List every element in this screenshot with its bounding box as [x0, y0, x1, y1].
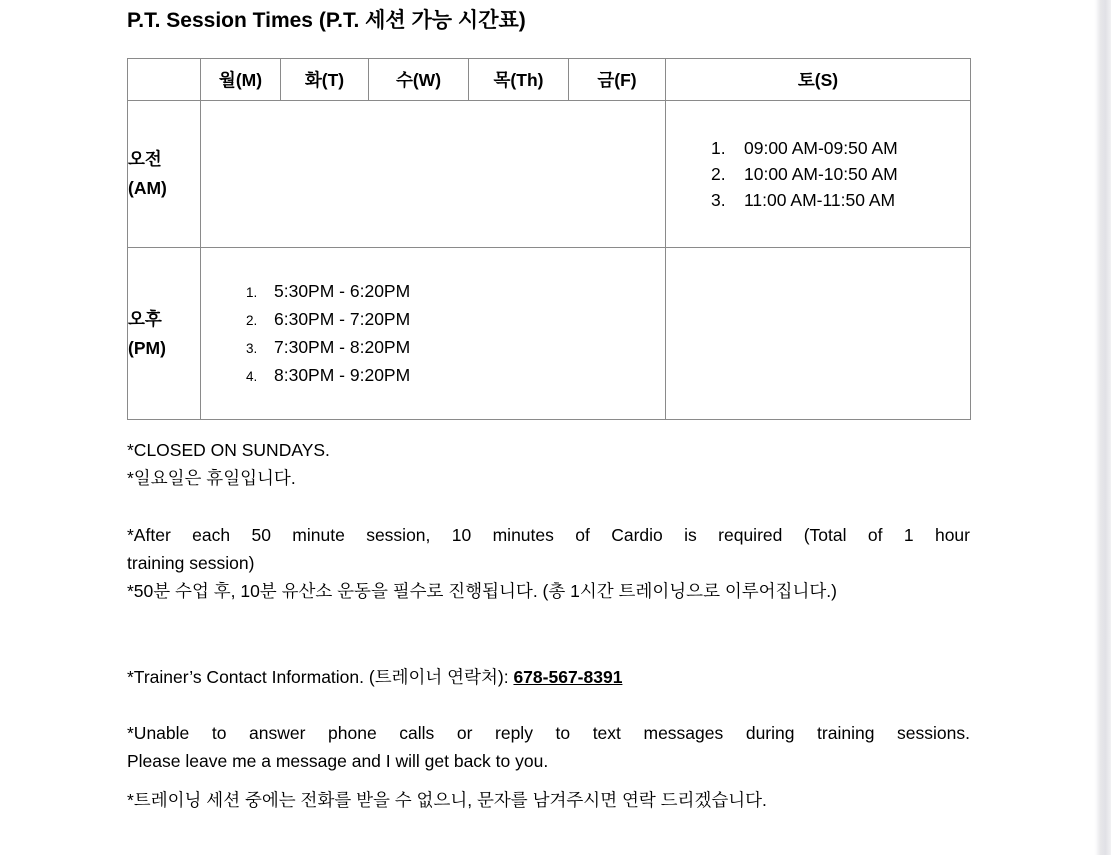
row-label-pm-en: (PM): [128, 337, 166, 358]
am-weekday-cell: [201, 101, 666, 248]
header-cell-tuesday: 화(T): [281, 59, 369, 101]
header-cell-monday: 월(M): [201, 59, 281, 101]
time-slot-number: 2.: [711, 164, 726, 184]
session-times-table: [127, 58, 971, 420]
time-slot: [711, 187, 970, 213]
row-label-am-en: (AM): [128, 178, 167, 198]
pm-weekday-cell: [201, 248, 666, 420]
time-slot-number: 1.: [711, 138, 726, 158]
note-cardio-ko: *50분 수업 후, 10분 유산소 운동을 필수로 진행됩니다. (총 1시간 트레이닝으로 이루어집니다.): [127, 581, 837, 601]
time-slot-range: 11:00 AM-11:50 AM: [744, 190, 896, 210]
time-slot-number: 2.: [246, 312, 258, 328]
am-saturday-times-list: [666, 135, 970, 213]
time-slot-range: 7:30PM - 8:20PM: [274, 336, 411, 357]
note-trainer-contact: [127, 663, 970, 691]
note-closed-en: *CLOSED ON SUNDAYS.: [127, 440, 330, 460]
page-title: P.T. Session Times (P.T. 세션 가능 시간표): [127, 9, 526, 32]
header-cell-saturday: 토(S): [666, 59, 971, 101]
note-unavailable-en: [127, 719, 970, 775]
phone-number[interactable]: 678-567-8391: [513, 667, 623, 687]
table-header-row: [128, 59, 971, 101]
table-row-am: [128, 101, 971, 248]
time-slot: [246, 306, 665, 334]
header-cell-friday: 금(F): [569, 59, 666, 101]
time-slot-number: 4.: [246, 368, 258, 384]
row-label-pm-ko: 오후: [128, 308, 162, 329]
scrollbar-track[interactable]: [1094, 0, 1111, 855]
pm-weekday-times-list: [201, 278, 665, 390]
time-slot: [246, 278, 665, 306]
time-slot-number: 3.: [711, 190, 726, 210]
row-label-pm: [128, 248, 201, 420]
header-cell-wednesday: 수(W): [369, 59, 469, 101]
time-slot-range: 10:00 AM-10:50 AM: [744, 164, 898, 184]
time-slot-range: 5:30PM - 6:20PM: [274, 280, 411, 301]
row-label-am: [128, 101, 201, 248]
time-slot-range: 6:30PM - 7:20PM: [274, 308, 411, 329]
note-cardio-en-line2: training session): [127, 553, 255, 573]
note-cardio-en: [127, 521, 970, 577]
am-saturday-cell: [666, 101, 971, 248]
note-unavailable-en-line2: Please leave me a message and I will get back to you.: [127, 751, 549, 771]
note-closed-sundays: [127, 436, 970, 492]
time-slot: [711, 161, 970, 187]
header-cell-thursday: 목(Th): [469, 59, 569, 101]
header-cell-blank: [128, 59, 201, 101]
note-closed-ko: *일요일은 휴일입니다.: [127, 468, 296, 488]
table-row-pm: [128, 248, 971, 420]
time-slot: [711, 135, 970, 161]
time-slot-number: 3.: [246, 340, 258, 356]
row-label-am-ko: 오전: [128, 149, 162, 169]
pm-saturday-cell: [666, 248, 971, 420]
contact-label: *Trainer’s Contact Information. (트레이너 연락처):: [127, 667, 514, 687]
time-slot-number: 1.: [246, 284, 258, 300]
time-slot-range: 8:30PM - 9:20PM: [274, 364, 411, 385]
note-cardio-en-line1: *After each 50 minute session, 10 minutes of Cardio is required (Total of 1 hour: [127, 525, 970, 545]
note-unavailable-ko: *트레이닝 세션 중에는 전화를 받을 수 없으니, 문자를 남겨주시면 연락 드리겠습니다.: [127, 790, 767, 810]
time-slot: [246, 334, 665, 362]
note-unavailable-en-line1: *Unable to answer phone calls or reply to text messages during training sessions.: [127, 723, 970, 743]
time-slot: [246, 362, 665, 390]
time-slot-range: 09:00 AM-09:50 AM: [744, 138, 898, 158]
